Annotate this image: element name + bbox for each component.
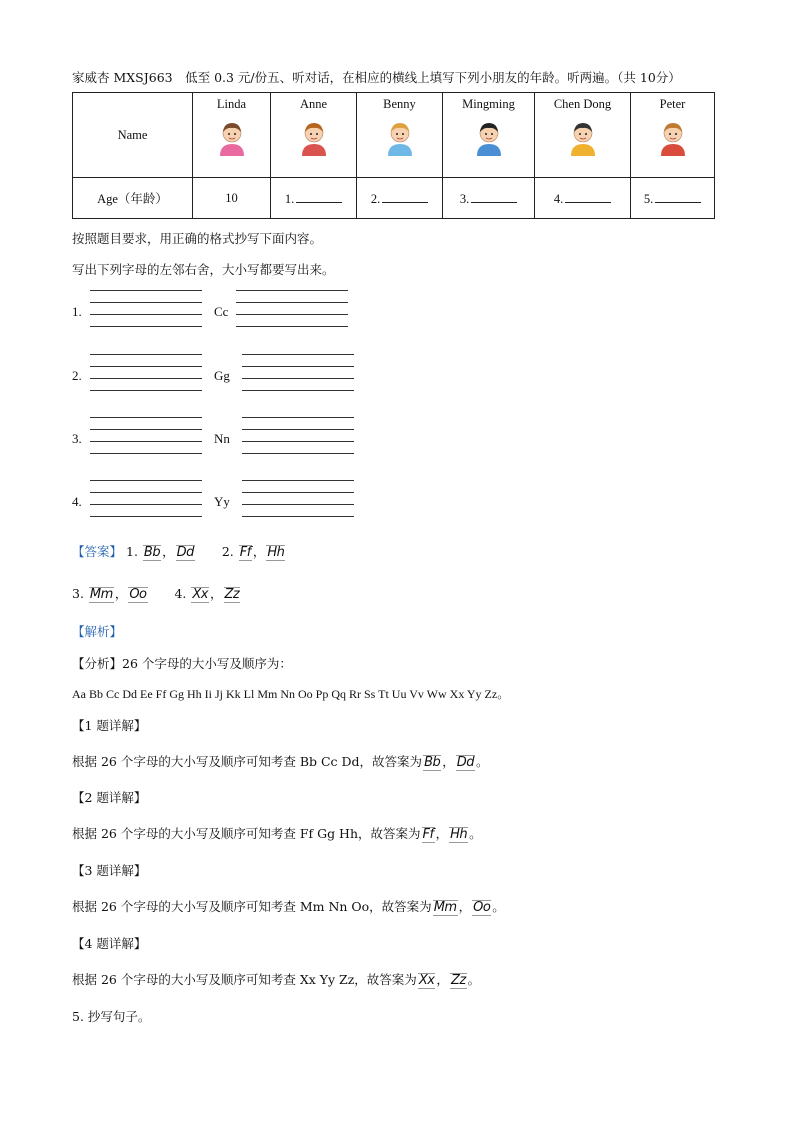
age-number: 5. (643, 191, 654, 206)
answer-letter: Ff (422, 826, 434, 842)
answer-letter: Zz (450, 972, 466, 988)
detail-sep: ， (436, 972, 449, 987)
age-number: 1. (284, 191, 295, 206)
age-blank[interactable] (296, 190, 342, 203)
right-writing-lines[interactable] (242, 417, 354, 454)
age-number: 2. (370, 191, 381, 206)
kid-portrait (656, 120, 690, 156)
detail-sentence: 根据 26 个字母的大小写及顺序可知考查 Bb Cc Dd，故答案为 (72, 754, 423, 769)
right-writing-lines[interactable] (236, 290, 348, 327)
age-blank[interactable] (565, 190, 611, 203)
answer-letter: Xx (192, 586, 209, 602)
kid-portrait (566, 120, 600, 156)
age-header-cell (73, 178, 193, 219)
given-letter: Nn (214, 431, 230, 446)
answer-line-1 (72, 542, 286, 561)
kid-cell (443, 93, 535, 178)
age-cell[interactable] (535, 178, 631, 219)
kid-name: Chen Dong (553, 97, 612, 111)
age-blank[interactable] (655, 190, 701, 203)
detail-sep: ， (435, 826, 449, 841)
kid-portrait (297, 120, 331, 156)
alphabet-line: Aa Bb Cc Dd Ee Ff Gg Hh Ii Jj Kk Ll Mm Nn Oo Pp Qq Rr Ss Tt Uu Vv Ww Xx Yy Zz。 (72, 687, 510, 701)
name-header: Name (117, 127, 148, 142)
right-writing-lines[interactable] (242, 354, 354, 391)
age-cell[interactable] (357, 178, 443, 219)
detail-text-3 (72, 897, 505, 916)
header-line: 家威杏 MXSJ663 低至 0.3 元/份五、听对话，在相应的横线上填写下列小朋友的年龄。听两遍。（共 10分） (72, 70, 681, 85)
detail-end: 。 (469, 826, 482, 841)
kid-cell (357, 93, 443, 178)
detail-title-1: 【1 题详解】 (72, 718, 147, 733)
detail-title-3: 【3 题详解】 (72, 863, 147, 878)
age-number: 3. (459, 191, 470, 206)
detail-text-4 (72, 970, 480, 989)
age-number: 4. (553, 191, 564, 206)
answer-sep: ， (210, 586, 223, 601)
kid-cell (271, 93, 357, 178)
left-writing-lines[interactable] (90, 417, 202, 454)
detail-title-4: 【4 题详解】 (72, 936, 147, 951)
analysis-intro: 【分析】26 个字母的大小写及顺序为： (72, 656, 292, 671)
answer-sep: ， (114, 586, 128, 601)
detail-sentence: 根据 26 个字母的大小写及顺序可知考查 Ff Gg Hh，故答案为 (72, 826, 421, 841)
answer-letter: Mm (89, 586, 113, 602)
kid-name: Linda (216, 97, 247, 111)
answer-letter: Hh (267, 544, 285, 560)
age-cell[interactable] (631, 178, 715, 219)
answer-letter: Dd (456, 754, 475, 770)
age-cell[interactable] (443, 178, 535, 219)
instruction-copy: 按照题目要求，用正确的格式抄写下面内容。 (72, 231, 323, 246)
age-blank[interactable] (471, 190, 517, 203)
answer-sep: ， (252, 544, 266, 559)
answer-letter: Bb (424, 754, 441, 770)
answer-letter: Mm (433, 899, 457, 915)
left-writing-lines[interactable] (90, 290, 202, 327)
detail-sep: ， (458, 899, 472, 914)
age-header: Age（年龄） (97, 192, 168, 206)
age-blank[interactable] (382, 190, 428, 203)
detail-sep: ， (442, 754, 455, 769)
kid-portrait (383, 120, 417, 156)
answer-letter: Oo (473, 899, 491, 915)
answer-letter: Bb (143, 544, 161, 560)
answer-num: 2. (221, 544, 234, 559)
row-number: 4. (72, 494, 82, 509)
left-writing-lines[interactable] (90, 354, 202, 391)
given-letter: Cc (214, 304, 229, 319)
name-header-cell (73, 93, 193, 178)
kid-cell (535, 93, 631, 178)
age-cell (193, 178, 271, 219)
left-writing-lines[interactable] (90, 480, 202, 517)
row-number: 3. (72, 431, 82, 446)
kid-name: Peter (659, 97, 686, 111)
answer-letter: Hh (450, 826, 468, 842)
detail-end: 。 (492, 899, 505, 914)
answer-num: 4. (174, 586, 187, 601)
next-question: 5. 抄写句子。 (72, 1009, 151, 1024)
kid-cell (631, 93, 715, 178)
detail-end: 。 (476, 754, 489, 769)
answer-letter: Ff (239, 544, 251, 560)
kid-cell (193, 93, 271, 178)
kid-name: Benny (383, 97, 416, 111)
instruction-neighbors: 写出下列字母的左邻右舍，大小写都要写出来。 (72, 262, 335, 277)
given-letter: Yy (214, 494, 230, 509)
age-value: 10 (225, 190, 238, 205)
age-table (72, 92, 715, 219)
detail-text-2 (72, 824, 482, 843)
age-cell[interactable] (271, 178, 357, 219)
answer-letter: Oo (129, 586, 147, 602)
row-number: 2. (72, 368, 82, 383)
answer-num: 3. (72, 586, 84, 601)
kid-portrait (472, 120, 506, 156)
answer-letter: Xx (418, 972, 435, 988)
answer-num: 1. (126, 544, 138, 559)
detail-title-2: 【2 题详解】 (72, 790, 147, 805)
answer-sep: ， (162, 544, 175, 559)
answer-line-2 (72, 584, 241, 603)
kid-portrait (215, 120, 249, 156)
given-letter: Gg (214, 368, 230, 383)
detail-text-1 (72, 752, 489, 771)
kid-name: Mingming (462, 97, 515, 111)
answer-label: 【答案】 (72, 544, 123, 559)
detail-end: 。 (467, 972, 481, 987)
kid-name: Anne (299, 97, 328, 111)
answer-letter: Dd (176, 544, 194, 560)
detail-sentence: 根据 26 个字母的大小写及顺序可知考查 Mm Nn Oo，故答案为 (72, 899, 432, 914)
right-writing-lines[interactable] (242, 480, 354, 517)
analysis-label: 【解析】 (72, 624, 123, 639)
answer-letter: Zz (224, 586, 240, 602)
detail-sentence: 根据 26 个字母的大小写及顺序可知考查 Xx Yy Zz，故答案为 (72, 972, 417, 987)
row-number: 1. (72, 304, 82, 319)
